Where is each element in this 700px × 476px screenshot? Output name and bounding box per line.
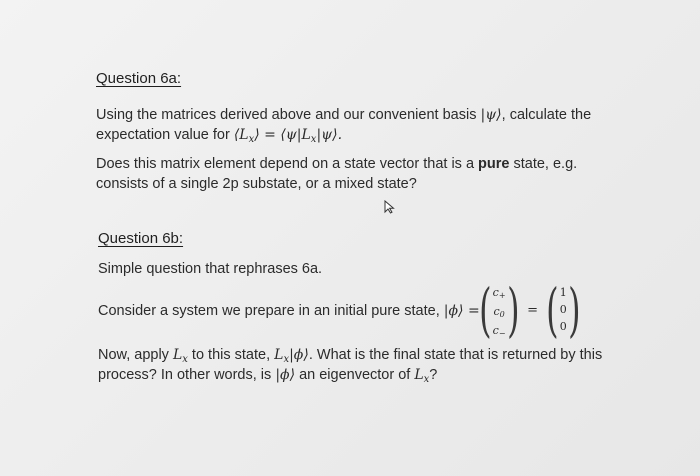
text-segment: Now, apply xyxy=(98,347,173,363)
question-6a-line-3 xyxy=(96,153,577,175)
coeff-subscript: 0 xyxy=(499,310,505,319)
coeff-subscript: + xyxy=(498,291,506,300)
math-part: ⟨L xyxy=(233,127,249,143)
math-operator xyxy=(414,367,429,383)
question-6b-heading: Question 6b: xyxy=(98,230,184,247)
bold-word-pure: pure xyxy=(478,156,510,172)
math-part: |ψ⟩. xyxy=(316,127,343,143)
vector-entry: 0 xyxy=(559,320,567,333)
coeff: c xyxy=(493,305,500,318)
state-vector-equation xyxy=(474,276,585,344)
math-expectation-value xyxy=(234,127,342,143)
equals-sign: = xyxy=(527,302,539,318)
math-part: L xyxy=(414,367,424,383)
question-6a-heading: Question 6a: xyxy=(96,70,182,87)
math-part: L xyxy=(172,347,183,363)
math-ket-phi: |ϕ⟩ xyxy=(275,367,296,383)
left-paren: ( xyxy=(546,276,559,344)
math-subscript: x xyxy=(182,354,188,365)
math-subscript: x xyxy=(423,374,430,385)
math-operator xyxy=(173,347,188,363)
left-paren: ( xyxy=(479,276,492,344)
math-ket-psi: |ψ⟩ xyxy=(480,107,502,123)
text-segment: , calculate the xyxy=(501,107,592,123)
coeff: c xyxy=(492,286,499,299)
text-segment: state, e.g. xyxy=(509,156,578,172)
text-segment: Consider a system we prepare in an initial pure state, xyxy=(98,303,444,319)
symbolic-vector xyxy=(492,285,506,338)
question-6a-line-2 xyxy=(96,124,342,151)
text-segment: process? In other words, is xyxy=(98,367,276,383)
mouse-pointer-icon xyxy=(383,200,397,214)
vector-entry xyxy=(493,285,506,304)
math-part: ⟩ = ⟨ψ|L xyxy=(254,127,311,143)
text-segment: expectation value for xyxy=(96,127,234,143)
numeric-vector xyxy=(560,285,567,335)
math-subscript: x xyxy=(310,134,317,145)
vector-entry: 0 xyxy=(559,303,567,316)
question-6b-line-4 xyxy=(98,364,437,391)
right-paren: ) xyxy=(567,276,581,344)
vector-entry: 1 xyxy=(559,286,567,299)
text-segment: . What is the final state that is returned by this xyxy=(308,347,603,363)
math-part: |ϕ⟩ xyxy=(289,347,309,363)
coeff-subscript: − xyxy=(498,329,506,338)
text-segment: Does this matrix element depend on a state vector that is a xyxy=(96,156,479,172)
text-segment: ? xyxy=(429,367,438,383)
text-segment: Using the matrices derived above and our convenient basis xyxy=(96,107,481,123)
text-segment: to this state, xyxy=(187,347,275,363)
vector-entry xyxy=(493,323,506,342)
question-6b-line-2 xyxy=(98,300,480,322)
text-segment: an eigenvector of xyxy=(295,367,415,383)
math-ket-phi: |ϕ⟩ = xyxy=(443,303,480,319)
math-subscript: x xyxy=(248,134,255,145)
question-6a-line-1 xyxy=(96,104,591,126)
coeff: c xyxy=(492,324,499,337)
right-paren: ) xyxy=(506,276,520,344)
vector-entry xyxy=(493,304,504,323)
question-6a-line-4: consists of a single 2p substate, or a mixed state? xyxy=(96,176,417,192)
math-part: L xyxy=(274,347,284,363)
math-subscript: x xyxy=(283,354,290,365)
math-operator-applied xyxy=(274,347,309,363)
question-6b-line-1: Simple question that rephrases 6a. xyxy=(98,261,323,277)
